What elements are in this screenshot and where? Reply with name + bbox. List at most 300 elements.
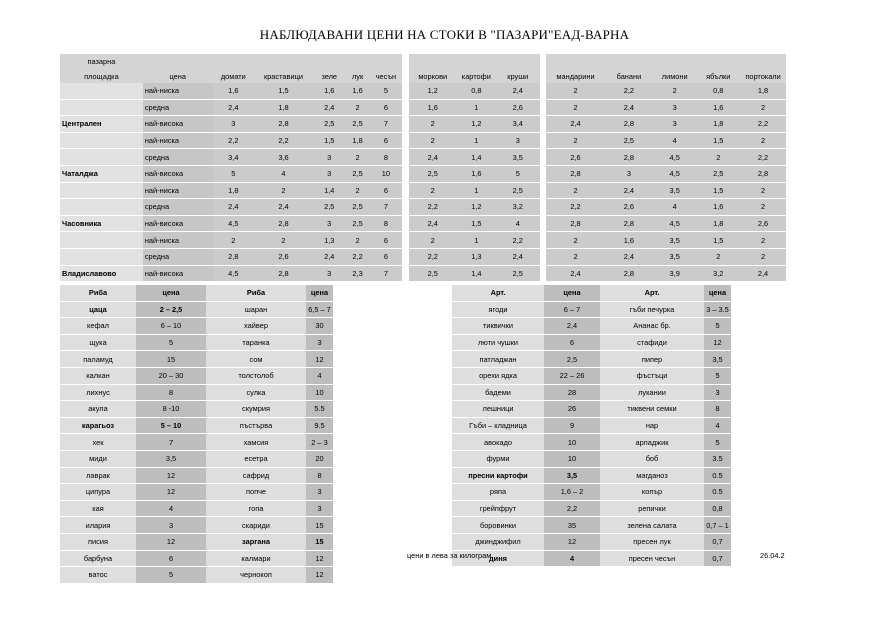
fish-price: 12 — [136, 467, 206, 484]
fish-price: 6,5 – 7 — [306, 301, 333, 318]
item-name: тиквички — [452, 318, 544, 335]
fish-price: 12 — [306, 351, 333, 368]
price-cell: 2,8 — [213, 248, 254, 265]
item-price: 10 — [544, 450, 600, 467]
item-name: лешници — [452, 401, 544, 418]
fish-price: 12 — [136, 484, 206, 501]
fish-name: писия — [60, 533, 136, 550]
price-cell: 5 — [213, 165, 254, 182]
header-blank — [457, 54, 496, 69]
price-cell: 3,5 — [653, 232, 697, 249]
fish-name: миди — [60, 450, 136, 467]
item-price: 35 — [544, 517, 600, 534]
table-row — [452, 301, 731, 318]
market-name — [60, 199, 143, 216]
price-cell: 2,6 — [254, 248, 313, 265]
price-cell: 2 — [696, 248, 740, 265]
price-level: най-висока — [143, 265, 213, 282]
column-header: чесън — [370, 69, 403, 83]
item-price: 0.5 — [704, 467, 731, 484]
table-row — [452, 318, 731, 335]
price-cell: 1,8 — [696, 215, 740, 232]
price-cell: 1,4 — [313, 182, 346, 199]
price-cell: 2,5 — [313, 199, 346, 216]
market-row — [60, 215, 786, 232]
price-cell: 3,5 — [653, 182, 697, 199]
table-row — [452, 533, 731, 550]
fish-name: цаца — [60, 301, 136, 318]
table-row — [60, 450, 333, 467]
item-name: репички — [600, 500, 704, 517]
fish-price: 12 — [306, 550, 333, 567]
table-row — [452, 434, 731, 451]
header-blank — [254, 54, 313, 69]
price-cell: 2 — [696, 149, 740, 166]
price-cell: 2,2 — [409, 199, 457, 216]
header-blank — [605, 54, 653, 69]
market-row — [60, 265, 786, 282]
item-price: 0,7 — [704, 533, 731, 550]
header-row — [60, 285, 333, 301]
price-cell: 1,5 — [254, 83, 313, 99]
market-prices-table — [60, 54, 786, 282]
header-blank — [546, 54, 605, 69]
price-cell: 2,4 — [546, 265, 605, 282]
fish-name: сафрид — [206, 467, 306, 484]
price-cell: 4,5 — [653, 165, 697, 182]
price-cell: 2,6 — [496, 99, 540, 116]
table-row — [60, 567, 333, 584]
item-name: магданоз — [600, 467, 704, 484]
column-header: портокали — [740, 69, 786, 83]
fish-name: карагьоз — [60, 417, 136, 434]
item-name: фурми — [452, 450, 544, 467]
fish-name: акула — [60, 401, 136, 418]
header-market-label: площадка — [60, 69, 143, 83]
fish-name: пъстърва — [206, 417, 306, 434]
header-blank — [313, 54, 346, 69]
price-cell: 2,5 — [346, 165, 370, 182]
fish-price: 3 — [306, 484, 333, 501]
price-cell: 2,4 — [409, 215, 457, 232]
fish-price: 3 — [306, 500, 333, 517]
table-row — [60, 401, 333, 418]
column-header: лук — [346, 69, 370, 83]
market-row — [60, 99, 786, 116]
fish-price: 2 – 2,5 — [136, 301, 206, 318]
price-cell: 3 — [496, 132, 540, 149]
market-row — [60, 116, 786, 133]
price-cell: 3 — [653, 116, 697, 133]
price-cell: 2 — [254, 232, 313, 249]
market-name — [60, 132, 143, 149]
price-cell: 2,6 — [605, 199, 653, 216]
market-name — [60, 232, 143, 249]
price-cell: 2 — [546, 232, 605, 249]
price-cell: 2 — [546, 83, 605, 99]
fish-price: 4 — [136, 500, 206, 517]
item-price: 8 — [704, 401, 731, 418]
table-row — [452, 500, 731, 517]
price-cell: 2 — [409, 132, 457, 149]
market-name — [60, 248, 143, 265]
table-row — [452, 384, 731, 401]
price-cell: 2,8 — [254, 116, 313, 133]
fish-price: 3,5 — [136, 450, 206, 467]
item-name: пресен чесън — [600, 550, 704, 567]
item-price: 6 – 7 — [544, 301, 600, 318]
price-cell: 2,2 — [346, 248, 370, 265]
header-blank — [740, 54, 786, 69]
header-blank — [143, 54, 213, 69]
price-cell: 1,6 — [213, 83, 254, 99]
price-cell: 1 — [457, 132, 496, 149]
price-cell: 3 — [653, 99, 697, 116]
price-cell: 8 — [370, 149, 403, 166]
table-row — [60, 318, 333, 335]
price-cell: 3,9 — [653, 265, 697, 282]
price-level: средна — [143, 248, 213, 265]
price-cell: 4 — [653, 132, 697, 149]
price-cell: 2,4 — [409, 149, 457, 166]
price-cell: 2,2 — [546, 199, 605, 216]
price-cell: 5 — [370, 83, 403, 99]
item-price: 5 — [704, 367, 731, 384]
fish-price: 30 — [306, 318, 333, 335]
price-level: най-ниска — [143, 232, 213, 249]
header-market-label: пазарна — [60, 54, 143, 69]
price-cell: 2,2 — [409, 248, 457, 265]
market-row — [60, 182, 786, 199]
price-cell: 2,8 — [605, 149, 653, 166]
price-cell: 2,8 — [605, 215, 653, 232]
price-cell: 4,5 — [653, 215, 697, 232]
price-level: най-висока — [143, 215, 213, 232]
price-cell: 1,6 — [696, 99, 740, 116]
price-cell: 2 — [740, 248, 786, 265]
table-row — [60, 367, 333, 384]
fish-price: 8 — [136, 384, 206, 401]
table-row — [452, 351, 731, 368]
price-cell: 1,8 — [254, 99, 313, 116]
price-cell: 1,3 — [313, 232, 346, 249]
price-cell: 1,2 — [457, 116, 496, 133]
fish-name: кефал — [60, 318, 136, 335]
price-cell: 1,8 — [740, 83, 786, 99]
price-cell: 8 — [370, 215, 403, 232]
price-level: средна — [143, 149, 213, 166]
item-price: 10 — [544, 434, 600, 451]
price-cell: 4,5 — [213, 265, 254, 282]
price-cell: 7 — [370, 116, 403, 133]
fish-name: калкан — [60, 367, 136, 384]
price-cell: 2,2 — [496, 232, 540, 249]
fish-price: 5 – 10 — [136, 417, 206, 434]
fish-name: шаран — [206, 301, 306, 318]
table-row — [60, 517, 333, 534]
price-cell: 1,3 — [457, 248, 496, 265]
table-row — [452, 401, 731, 418]
price-cell: 2 — [409, 182, 457, 199]
fish-price: 3 — [136, 517, 206, 534]
fish-name: ципура — [60, 484, 136, 501]
fish-price: 6 — [136, 550, 206, 567]
item-price: 22 – 26 — [544, 367, 600, 384]
price-cell: 3,6 — [254, 149, 313, 166]
table-row — [452, 484, 731, 501]
table-row — [60, 384, 333, 401]
item-name: орехи ядка — [452, 367, 544, 384]
price-cell: 1,6 — [696, 199, 740, 216]
item-name: Гъби – кладница — [452, 417, 544, 434]
price-unit-note: цени в лева за килограм — [407, 551, 492, 560]
item-name: арпаджик — [600, 434, 704, 451]
fish-price: 15 — [306, 517, 333, 534]
price-cell: 2,4 — [605, 248, 653, 265]
price-level: най-ниска — [143, 182, 213, 199]
price-cell: 2 — [740, 199, 786, 216]
price-cell: 3 — [313, 165, 346, 182]
price-cell: 6 — [370, 182, 403, 199]
price-cell: 10 — [370, 165, 403, 182]
item-price: 0,8 — [704, 500, 731, 517]
market-name — [60, 83, 143, 99]
item-name: пресен лук — [600, 533, 704, 550]
price-cell: 1,8 — [346, 132, 370, 149]
fish-prices-table — [60, 285, 333, 584]
market-row — [60, 232, 786, 249]
price-cell: 6 — [370, 232, 403, 249]
price-cell: 3,4 — [213, 149, 254, 166]
price-cell: 1,8 — [213, 182, 254, 199]
header-blank — [213, 54, 254, 69]
price-cell: 2 — [213, 232, 254, 249]
price-cell: 2,4 — [213, 99, 254, 116]
market-row — [60, 83, 786, 99]
price-cell: 1,6 — [409, 99, 457, 116]
price-cell: 2,8 — [605, 116, 653, 133]
price-cell: 3,2 — [496, 199, 540, 216]
price-cell: 2,4 — [254, 199, 313, 216]
price-cell: 2,3 — [346, 265, 370, 282]
column-header: Арт. — [452, 285, 544, 301]
fish-price: 10 — [306, 384, 333, 401]
item-name: авокадо — [452, 434, 544, 451]
price-cell: 7 — [370, 199, 403, 216]
item-price: 4 — [544, 550, 600, 567]
table-row — [452, 450, 731, 467]
price-cell: 2 — [409, 116, 457, 133]
price-cell: 5 — [496, 165, 540, 182]
item-name: копър — [600, 484, 704, 501]
price-cell: 2,4 — [313, 248, 346, 265]
price-cell: 1 — [457, 182, 496, 199]
price-cell: 3 — [313, 215, 346, 232]
item-price: 6 — [544, 334, 600, 351]
column-header: Арт. — [600, 285, 704, 301]
fish-name: таранка — [206, 334, 306, 351]
column-header: картофи — [457, 69, 496, 83]
fish-price: 8 — [306, 467, 333, 484]
fish-name: попчe — [206, 484, 306, 501]
price-cell: 2 — [254, 182, 313, 199]
fish-price: 20 – 30 — [136, 367, 206, 384]
market-row — [60, 132, 786, 149]
item-name: боб — [600, 450, 704, 467]
column-header: цена — [136, 285, 206, 301]
fish-name: лихнус — [60, 384, 136, 401]
fish-price: 7 — [136, 434, 206, 451]
price-cell: 2 — [546, 248, 605, 265]
fish-name: есетра — [206, 450, 306, 467]
item-price: 2,2 — [544, 500, 600, 517]
price-cell: 2,8 — [254, 215, 313, 232]
item-name: джинджифил — [452, 533, 544, 550]
price-cell: 1 — [457, 99, 496, 116]
table-row — [452, 334, 731, 351]
fish-price: 8 -10 — [136, 401, 206, 418]
column-header: цена — [544, 285, 600, 301]
price-cell: 3,2 — [696, 265, 740, 282]
item-name: ягоди — [452, 301, 544, 318]
market-name — [60, 99, 143, 116]
fish-price: 5 — [136, 334, 206, 351]
price-cell: 2 — [546, 182, 605, 199]
fish-price: 15 — [136, 351, 206, 368]
item-name: тиквени семки — [600, 401, 704, 418]
price-cell: 1,4 — [457, 265, 496, 282]
item-price: 3 – 3.5 — [704, 301, 731, 318]
fish-price: 4 — [306, 367, 333, 384]
table-row — [452, 467, 731, 484]
price-cell: 1,6 — [605, 232, 653, 249]
fish-name: сулка — [206, 384, 306, 401]
item-name: ряпа — [452, 484, 544, 501]
header-blank — [496, 54, 540, 69]
price-level: средна — [143, 99, 213, 116]
fish-name: скариди — [206, 517, 306, 534]
price-cell: 2,2 — [213, 132, 254, 149]
fish-name: сом — [206, 351, 306, 368]
item-price: 3 — [704, 384, 731, 401]
fish-name: паламуд — [60, 351, 136, 368]
column-header: мандарини — [546, 69, 605, 83]
header-blank — [653, 54, 697, 69]
price-cell: 3 — [313, 149, 346, 166]
price-level: средна — [143, 199, 213, 216]
price-cell: 7 — [370, 265, 403, 282]
price-cell: 6 — [370, 132, 403, 149]
price-cell: 4 — [653, 199, 697, 216]
fish-name: барбуна — [60, 550, 136, 567]
price-cell: 3,4 — [496, 116, 540, 133]
price-cell: 2,4 — [740, 265, 786, 282]
price-cell: 1,8 — [696, 116, 740, 133]
price-cell: 2,4 — [605, 99, 653, 116]
price-cell: 0,8 — [457, 83, 496, 99]
item-price: 12 — [544, 533, 600, 550]
market-name: Часовника — [60, 215, 143, 232]
price-cell: 2,5 — [346, 215, 370, 232]
price-cell: 2,8 — [605, 265, 653, 282]
column-header: зеле — [313, 69, 346, 83]
item-price: 28 — [544, 384, 600, 401]
market-name: Владиславово — [60, 265, 143, 282]
item-price: 4 — [704, 417, 731, 434]
price-cell: 2,4 — [313, 99, 346, 116]
item-name: пресни картофи — [452, 467, 544, 484]
price-cell: 2,2 — [254, 132, 313, 149]
price-cell: 2 — [740, 232, 786, 249]
item-price: 2,4 — [544, 318, 600, 335]
price-cell: 2 — [346, 99, 370, 116]
fish-price: 5 — [136, 567, 206, 584]
price-cell: 2,8 — [546, 215, 605, 232]
fish-name: чернокоп — [206, 567, 306, 584]
fish-price: 6 – 10 — [136, 318, 206, 335]
report-date: 26.04.2 — [760, 551, 785, 560]
price-cell: 1,5 — [696, 182, 740, 199]
item-price: 3,5 — [704, 351, 731, 368]
price-cell: 1,4 — [457, 149, 496, 166]
table-row — [60, 467, 333, 484]
price-cell: 4,5 — [213, 215, 254, 232]
fish-price: 20 — [306, 450, 333, 467]
header-row — [60, 54, 786, 69]
fish-name: толстолоб — [206, 367, 306, 384]
price-cell: 2,4 — [605, 182, 653, 199]
price-cell: 3 — [213, 116, 254, 133]
price-level: най-висока — [143, 116, 213, 133]
item-price: 2,5 — [544, 351, 600, 368]
price-cell: 1,6 — [346, 83, 370, 99]
price-cell: 3 — [605, 165, 653, 182]
fish-price: 9.5 — [306, 417, 333, 434]
column-header: лимони — [653, 69, 697, 83]
price-cell: 2,5 — [496, 182, 540, 199]
item-price: 12 — [704, 334, 731, 351]
price-cell: 2 — [740, 182, 786, 199]
table-row — [60, 417, 333, 434]
item-price: 3.5 — [704, 450, 731, 467]
fish-name: хамсия — [206, 434, 306, 451]
price-cell: 2 — [409, 232, 457, 249]
price-cell: 1,6 — [313, 83, 346, 99]
price-cell: 1,2 — [409, 83, 457, 99]
market-name: Централен — [60, 116, 143, 133]
item-name: патладжан — [452, 351, 544, 368]
price-cell: 4 — [496, 215, 540, 232]
table-row — [60, 434, 333, 451]
fish-name: хек — [60, 434, 136, 451]
goods-prices-table — [452, 285, 731, 567]
price-cell: 2 — [546, 99, 605, 116]
fish-name: хайвер — [206, 318, 306, 335]
price-cell: 2,8 — [254, 265, 313, 282]
page-title: НАБЛЮДАВАНИ ЦЕНИ НА СТОКИ В "ПАЗАРИ"ЕАД-ВАРНА — [259, 27, 630, 42]
item-price: 3,5 — [544, 467, 600, 484]
column-header: цена — [143, 69, 213, 83]
table-row — [60, 301, 333, 318]
fish-name: калмари — [206, 550, 306, 567]
column-header: цена — [704, 285, 731, 301]
price-cell: 2 — [346, 182, 370, 199]
fish-price: 5.5 — [306, 401, 333, 418]
price-cell: 2 — [740, 99, 786, 116]
item-price: 26 — [544, 401, 600, 418]
header-blank — [370, 54, 403, 69]
price-cell: 1 — [457, 232, 496, 249]
